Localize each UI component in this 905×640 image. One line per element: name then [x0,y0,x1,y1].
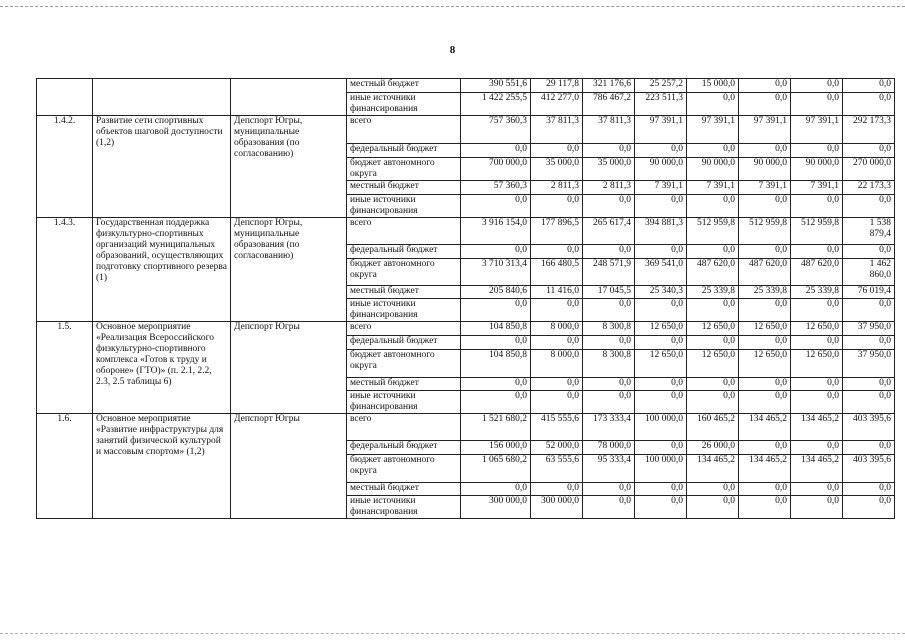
value-cell: 0,0 [791,195,843,218]
value-cell: 37 950,0 [843,350,895,378]
value-cell: 25 339,8 [739,286,791,299]
executor-cell: Депспорт Югры, муниципальные образования (по согласованию) [231,218,347,322]
value-cell: 0,0 [687,336,739,350]
value-cell: 0,0 [461,195,531,218]
value-cell: 0,0 [687,144,739,158]
value-cell: 223 511,3 [635,93,687,116]
source-cell: местный бюджет [347,286,461,299]
table-row [37,414,895,441]
value-cell: 0,0 [791,93,843,116]
executor-cell [231,79,347,116]
value-cell: 487 620,0 [791,259,843,286]
value-cell: 7 391,1 [687,181,739,195]
value-cell: 0,0 [635,483,687,496]
value-cell: 0,0 [531,483,583,496]
value-cell: 2 811,3 [531,181,583,195]
value-cell: 0,0 [687,245,739,259]
value-cell: 205 840,6 [461,286,531,299]
source-cell: федеральный бюджет [347,441,461,455]
name-cell [93,79,231,116]
name-cell: Основное мероприятие «Развитие инфраструктуры для занятий физической культурой и массовым спортом» (1,2) [93,414,231,519]
value-cell: 270 000,0 [843,158,895,181]
value-cell: 8 000,0 [531,350,583,378]
value-cell: 0,0 [791,391,843,414]
value-cell: 12 650,0 [739,350,791,378]
value-cell: 0,0 [531,378,583,391]
value-cell: 97 391,1 [791,116,843,144]
value-cell: 786 467,2 [583,93,635,116]
value-cell: 0,0 [687,93,739,116]
value-cell: 0,0 [791,483,843,496]
source-cell: иные источники финансирования [347,195,461,218]
source-cell: федеральный бюджет [347,336,461,350]
value-cell: 0,0 [531,299,583,322]
value-cell: 7 391,1 [739,181,791,195]
value-cell: 0,0 [531,144,583,158]
value-cell: 17 045,5 [583,286,635,299]
value-cell: 0,0 [635,441,687,455]
value-cell: 0,0 [635,378,687,391]
value-cell: 22 173,3 [843,181,895,195]
source-cell: иные источники финансирования [347,93,461,116]
value-cell: 12 650,0 [687,322,739,336]
value-cell: 0,0 [791,245,843,259]
value-cell: 26 000,0 [687,441,739,455]
value-cell: 0,0 [791,79,843,93]
source-cell: всего [347,116,461,144]
value-cell: 0,0 [791,496,843,519]
value-cell: 0,0 [791,144,843,158]
value-cell: 0,0 [583,483,635,496]
value-cell: 0,0 [843,496,895,519]
table-row [37,218,895,245]
value-cell: 0,0 [461,483,531,496]
value-cell: 0,0 [739,378,791,391]
scan-edge-bottom [0,633,905,634]
value-cell: 0,0 [739,336,791,350]
value-cell: 248 571,9 [583,259,635,286]
value-cell: 12 650,0 [687,350,739,378]
value-cell: 0,0 [583,378,635,391]
value-cell: 0,0 [687,195,739,218]
value-cell: 25 257,2 [635,79,687,93]
value-cell: 0,0 [531,195,583,218]
value-cell: 11 416,0 [531,286,583,299]
value-cell: 0,0 [583,245,635,259]
value-cell: 177 896,5 [531,218,583,245]
value-cell: 100 000,0 [635,414,687,441]
table-row [37,116,895,144]
value-cell: 0,0 [687,483,739,496]
value-cell: 1 065 680,2 [461,455,531,483]
value-cell: 0,0 [583,496,635,519]
value-cell: 134 465,2 [791,455,843,483]
value-cell: 25 339,8 [687,286,739,299]
value-cell: 0,0 [843,391,895,414]
value-cell: 0,0 [843,245,895,259]
value-cell: 0,0 [635,195,687,218]
source-cell: всего [347,322,461,336]
value-cell: 100 000,0 [635,455,687,483]
value-cell: 134 465,2 [739,414,791,441]
value-cell: 403 395,6 [843,455,895,483]
value-cell: 12 650,0 [635,350,687,378]
value-cell: 369 541,0 [635,259,687,286]
value-cell: 0,0 [583,299,635,322]
value-cell: 1 538 879,4 [843,218,895,245]
value-cell: 0,0 [461,391,531,414]
value-cell: 90 000,0 [739,158,791,181]
value-cell: 7 391,1 [791,181,843,195]
value-cell: 321 176,6 [583,79,635,93]
value-cell: 1 422 255,5 [461,93,531,116]
value-cell: 134 465,2 [791,414,843,441]
value-cell: 0,0 [687,391,739,414]
value-cell: 0,0 [843,93,895,116]
value-cell: 90 000,0 [791,158,843,181]
name-cell: Основное мероприятие «Реализация Всероссийского физкультурно-спортивного комплекса «Готов к труду и обороне» (ГТО)» (п. 2.1, 2.2, 2.3, 2.5 таблицы 6) [93,322,231,414]
value-cell: 0,0 [739,93,791,116]
table-body [37,79,895,519]
value-cell: 0,0 [461,144,531,158]
scan-edge-top [0,6,905,7]
value-cell: 487 620,0 [739,259,791,286]
value-cell: 0,0 [791,378,843,391]
value-cell: 0,0 [531,391,583,414]
value-cell: 0,0 [791,336,843,350]
value-cell: 0,0 [739,391,791,414]
value-cell: 0,0 [843,378,895,391]
source-cell: иные источники финансирования [347,391,461,414]
source-cell: бюджет автономного округа [347,455,461,483]
source-cell: иные источники финансирования [347,496,461,519]
value-cell: 0,0 [739,144,791,158]
value-cell: 3 916 154,0 [461,218,531,245]
value-cell: 3 710 313,4 [461,259,531,286]
value-cell: 0,0 [531,336,583,350]
value-cell: 757 360,3 [461,116,531,144]
value-cell: 0,0 [739,79,791,93]
value-cell: 0,0 [687,378,739,391]
value-cell: 25 340,3 [635,286,687,299]
value-cell: 390 551,6 [461,79,531,93]
value-cell: 0,0 [583,144,635,158]
value-cell: 97 391,1 [739,116,791,144]
name-cell: Государственная поддержка физкультурно-спортивных организаций муниципальных образований, осуществляющих подготовку спортивного резерва (1) [93,218,231,322]
value-cell: 173 333,4 [583,414,635,441]
value-cell: 0,0 [635,245,687,259]
value-cell: 0,0 [739,195,791,218]
value-cell: 2 811,3 [583,181,635,195]
value-cell: 512 959,8 [791,218,843,245]
source-cell: бюджет автономного округа [347,259,461,286]
value-cell: 0,0 [583,391,635,414]
value-cell: 134 465,2 [739,455,791,483]
value-cell: 0,0 [635,496,687,519]
value-cell: 63 555,6 [531,455,583,483]
code-cell: 1.5. [37,322,93,414]
value-cell: 15 000,0 [687,79,739,93]
value-cell: 0,0 [843,441,895,455]
source-cell: всего [347,414,461,441]
table-row [37,79,895,93]
value-cell: 0,0 [461,378,531,391]
value-cell: 0,0 [461,299,531,322]
value-cell: 1 462 860,0 [843,259,895,286]
source-cell: федеральный бюджет [347,144,461,158]
source-cell: всего [347,218,461,245]
value-cell: 292 173,3 [843,116,895,144]
value-cell: 134 465,2 [687,455,739,483]
value-cell: 97 391,1 [635,116,687,144]
value-cell: 1 521 680,2 [461,414,531,441]
value-cell: 90 000,0 [687,158,739,181]
value-cell: 487 620,0 [687,259,739,286]
source-cell: местный бюджет [347,79,461,93]
value-cell: 0,0 [531,245,583,259]
value-cell: 0,0 [687,496,739,519]
source-cell: иные источники финансирования [347,299,461,322]
source-cell: местный бюджет [347,181,461,195]
value-cell: 78 000,0 [583,441,635,455]
value-cell: 12 650,0 [791,350,843,378]
value-cell: 37 811,3 [531,116,583,144]
value-cell: 12 650,0 [791,322,843,336]
value-cell: 0,0 [843,144,895,158]
value-cell: 97 391,1 [687,116,739,144]
value-cell: 90 000,0 [635,158,687,181]
value-cell: 29 117,8 [531,79,583,93]
value-cell: 0,0 [635,336,687,350]
value-cell: 35 000,0 [583,158,635,181]
value-cell: 95 333,4 [583,455,635,483]
source-cell: местный бюджет [347,483,461,496]
executor-cell: Депспорт Югры, муниципальные образования (по согласованию) [231,116,347,218]
value-cell: 300 000,0 [461,496,531,519]
value-cell: 0,0 [739,245,791,259]
value-cell: 0,0 [635,299,687,322]
value-cell: 0,0 [843,336,895,350]
value-cell: 104 850,8 [461,350,531,378]
source-cell: местный бюджет [347,378,461,391]
value-cell: 37 811,3 [583,116,635,144]
value-cell: 12 650,0 [635,322,687,336]
value-cell: 0,0 [739,496,791,519]
value-cell: 25 339,8 [791,286,843,299]
value-cell: 8 000,0 [531,322,583,336]
value-cell: 0,0 [583,336,635,350]
budget-table [36,78,895,519]
value-cell: 0,0 [843,195,895,218]
value-cell: 394 881,3 [635,218,687,245]
value-cell: 0,0 [583,195,635,218]
value-cell: 52 000,0 [531,441,583,455]
code-cell: 1.6. [37,414,93,519]
value-cell: 0,0 [687,299,739,322]
value-cell: 160 465,2 [687,414,739,441]
value-cell: 0,0 [635,144,687,158]
value-cell: 0,0 [739,441,791,455]
value-cell: 0,0 [461,336,531,350]
value-cell: 0,0 [843,299,895,322]
value-cell: 76 019,4 [843,286,895,299]
executor-cell: Депспорт Югры [231,322,347,414]
value-cell: 8 300,8 [583,350,635,378]
value-cell: 12 650,0 [739,322,791,336]
value-cell: 156 000,0 [461,441,531,455]
value-cell: 0,0 [635,391,687,414]
value-cell: 7 391,1 [635,181,687,195]
value-cell: 412 277,0 [531,93,583,116]
value-cell: 0,0 [843,79,895,93]
code-cell: 1.4.3. [37,218,93,322]
value-cell: 0,0 [791,441,843,455]
code-cell [37,79,93,116]
value-cell: 0,0 [791,299,843,322]
value-cell: 0,0 [739,483,791,496]
value-cell: 415 555,6 [531,414,583,441]
value-cell: 265 617,4 [583,218,635,245]
source-cell: бюджет автономного округа [347,350,461,378]
value-cell: 512 959,8 [687,218,739,245]
value-cell: 8 300,8 [583,322,635,336]
value-cell: 104 850,8 [461,322,531,336]
value-cell: 0,0 [843,483,895,496]
value-cell: 57 360,3 [461,181,531,195]
source-cell: бюджет автономного округа [347,158,461,181]
value-cell: 0,0 [461,245,531,259]
value-cell: 512 959,8 [739,218,791,245]
value-cell: 35 000,0 [531,158,583,181]
value-cell: 700 000,0 [461,158,531,181]
source-cell: федеральный бюджет [347,245,461,259]
value-cell: 0,0 [739,299,791,322]
executor-cell: Депспорт Югры [231,414,347,519]
page-number: 8 [449,44,456,56]
value-cell: 300 000,0 [531,496,583,519]
code-cell: 1.4.2. [37,116,93,218]
value-cell: 403 395,6 [843,414,895,441]
value-cell: 166 480,5 [531,259,583,286]
name-cell: Развитие сети спортивных объектов шаговой доступности (1,2) [93,116,231,218]
table-row [37,322,895,336]
value-cell: 37 950,0 [843,322,895,336]
